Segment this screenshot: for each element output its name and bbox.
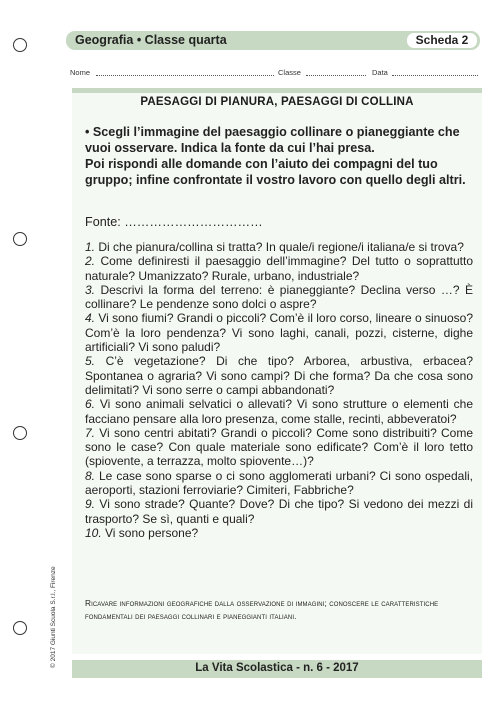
scheda-badge: Scheda 2 bbox=[407, 33, 477, 48]
card-top-band bbox=[72, 88, 482, 93]
nome-label: Nome bbox=[70, 68, 91, 77]
data-label: Data bbox=[372, 68, 388, 77]
question-item: 6. Vi sono animali selvatici o allevati? Vi sono strutture o elementi che facciano pensare alla loro presenza, come stalle, recinti, abbeveratoi? bbox=[85, 397, 473, 426]
fonte-field: Fonte: …………………………… bbox=[85, 215, 263, 229]
question-item: 4. Vi sono fiumi? Grandi o piccoli? Com’è il loro corso, lineare o sinuoso? Com’è la loro pendenza? Vi sono laghi, canali, pozzi, cisterne, dighe artificiali? Vi sono paludi? bbox=[85, 311, 473, 355]
copyright-notice: © 2017 Giunti Scuola S.r.l., Firenze bbox=[50, 566, 57, 668]
instructions bbox=[85, 124, 470, 188]
footer-label: La Vita Scolastica - n. 6 - 2017 bbox=[195, 662, 359, 674]
worksheet-title: PAESAGGI DI PIANURA, PAESAGGI DI COLLINA bbox=[140, 96, 414, 108]
worksheet-card bbox=[72, 88, 482, 654]
question-item: 10. Vi sono persone? bbox=[85, 525, 199, 540]
question-item: 1. Di che pianura/collina si tratta? In quale/i regione/i italiana/e si trova? bbox=[85, 240, 464, 254]
question-item: 7. Vi sono centri abitati? Grandi o piccoli? Come sono distribuiti? Come sono le case? Con quale materiale sono edificate? Com’è il loro tetto (spiovente, a terrazza, molto spiovente…)? bbox=[85, 425, 473, 469]
binder-hole-1 bbox=[13, 38, 27, 52]
question-item: 5. C’è vegetazione? Di che tipo? Arborea, arbustiva, erbacea? Spontanea o agraria? Vi sono campi? Di che forma? Da che cosa sono delimitati? Vi sono serre o campi abbandonati? bbox=[85, 354, 473, 397]
classe-field[interactable] bbox=[306, 75, 366, 76]
nome-field[interactable] bbox=[96, 75, 274, 76]
header-bar bbox=[66, 31, 480, 50]
question-item: 9. Vi sono strade? Quante? Dove? Di che tipo? Si vedono dei mezzi di trasporto? Se sì, quanti e quali? bbox=[85, 497, 473, 526]
binder-hole-2 bbox=[13, 232, 27, 246]
student-fields bbox=[70, 68, 480, 78]
classe-label: Classe bbox=[278, 68, 301, 77]
question-item: 3. Descrivi la forma del terreno: è pianeggiante? Declina verso …? È collinare? Le pendenze sono dolci o aspre? bbox=[85, 282, 473, 312]
question-item: 8. Le case sono sparse o ci sono agglomerati urbani? Ci sono ospedali, aeroporti, stazioni ferroviarie? Cimiteri, Fabbriche? bbox=[85, 468, 473, 498]
binder-hole-3 bbox=[13, 426, 27, 440]
footer-bar bbox=[72, 660, 482, 678]
question-item: 2. Come definiresti il paesaggio dell’immagine? Del tutto o soprattutto naturale? Umanizzato? Rurale, urbano, industriale? bbox=[85, 254, 473, 283]
subject-label: Geografia • Classe quarta bbox=[75, 33, 227, 47]
questions-list bbox=[85, 240, 473, 540]
learning-objective-note: Ricavare informazioni geografiche dalla osservazione di immagini; conoscere le caratteristiche fondamentali dei paesaggi collinari e pianeggianti italiani. bbox=[85, 598, 439, 621]
instruction-line: • Scegli l’immagine del paesaggio collinare o pianeggiante che vuoi osservare. Indica la fonte da cui l’hai presa. bbox=[85, 125, 460, 155]
data-field[interactable] bbox=[392, 75, 478, 76]
binder-hole-4 bbox=[13, 621, 27, 635]
instruction-line: Poi rispondi alle domande con l’aiuto dei compagni del tuo gruppo; infine confrontate il vostro lavoro con quello degli altri. bbox=[85, 157, 466, 187]
